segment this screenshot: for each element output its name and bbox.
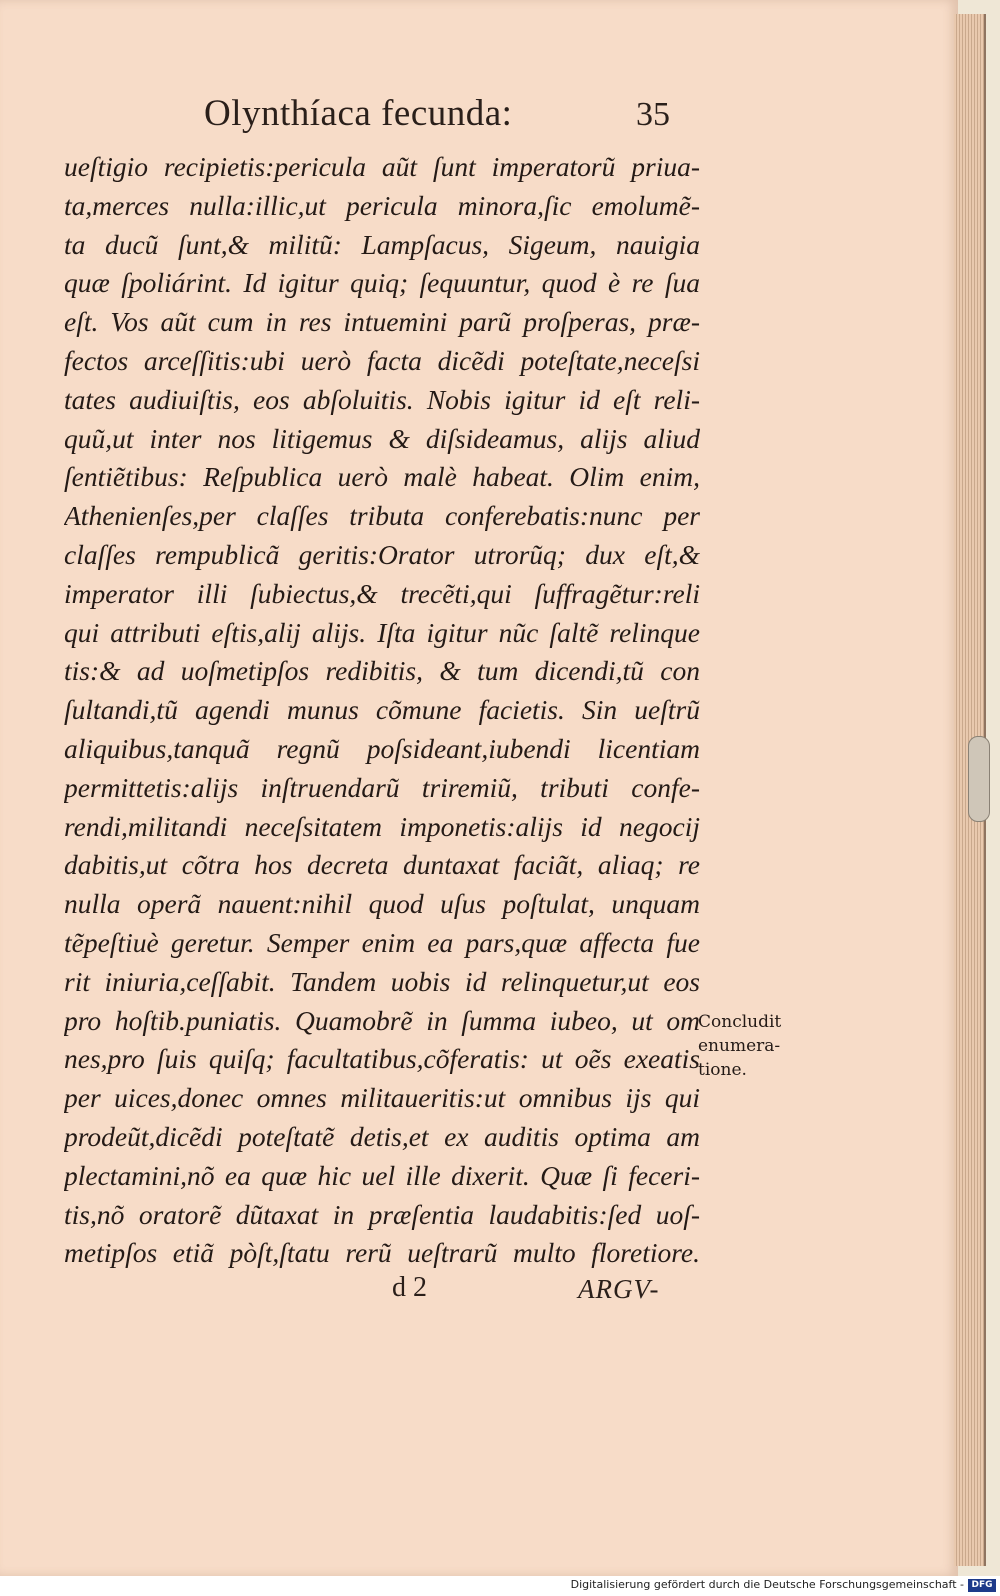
text-line: ſultandi,tũ agendi munus cõmune facietis. Sin ueſtrũ <box>64 694 700 726</box>
text-line: ta,merces nulla:illic,ut pericula minora,ſic emolumẽ- <box>64 189 700 221</box>
text-line: ueſtigio recipietis:pericula aũt ſunt imperatorũ priua- <box>64 151 700 182</box>
margin-note-line: enumera- <box>698 1036 781 1056</box>
text-line: per uices,donec omnes militaueritis:ut omnibus ijs qui <box>64 1082 700 1114</box>
text-line: tis:& ad uoſmetipſos redibitis, & tum dicendi,tũ con <box>64 655 700 687</box>
margin-note-line: Concludit <box>698 1012 782 1032</box>
text-line: tates audiuiſtis, eos abſoluitis. Nobis igitur id eſt reli- <box>64 383 700 415</box>
text-line: claſſes rempublicã geritis:Orator utrorũq; dux eſt,& <box>64 538 700 570</box>
signature-mark: d 2 <box>392 1272 427 1303</box>
text-line: dabitis,ut cõtra hos decreta duntaxat faciãt, aliaq; re <box>64 849 700 881</box>
text-line: rendi,militandi neceſsitatem imponetis:alijs id negocij <box>64 810 700 842</box>
text-line: quæ ſpoliárint. Id igitur quiq; ſequuntur, quod è re ſua <box>64 267 700 299</box>
text-line: nes,pro ſuis quiſq; facultatibus,cõferatis: ut oẽs exeatis <box>64 1043 700 1075</box>
text-line: pro hoſtib.puniatis. Quamobrẽ in ſumma iubeo, ut om <box>64 1004 700 1036</box>
footer-bar <box>0 1576 1000 1596</box>
text-line: ſentiẽtibus: Reſpublica uerò malè habeat. Olim enim, <box>64 461 700 493</box>
catchword: ARGV- <box>578 1274 660 1304</box>
text-line: eſt. Vos aũt cum in res intuemini parũ proſperas, præ- <box>64 306 700 338</box>
text-line: imperator illi ſubiectus,& trecẽti,qui ſuffragẽtur:reli <box>64 577 700 609</box>
text-line: metipſos etiã pòſt,ſtatu rerũ ueſtrarũ multo floretiore. <box>64 1237 700 1269</box>
running-head <box>70 82 690 142</box>
text-line: prodeũt,dicẽdi poteſtatẽ detis,et ex auditis optima am <box>64 1120 700 1152</box>
text-line: tis,nõ oratorẽ dũtaxat in præſentia laudabitis:ſed uoſ- <box>64 1198 700 1230</box>
footer-credit: Digitalisierung gefördert durch die Deutsche Forschungsgemeinschaft - <box>570 1578 964 1591</box>
page-number: 35 <box>636 96 670 133</box>
body-text <box>64 148 700 1273</box>
text-line: permittetis:alijs inſtruendarũ triremiũ, tributi confe- <box>64 771 700 803</box>
text-line: Athenienſes,per claſſes tributa conferebatis:nunc per <box>64 500 700 532</box>
dfg-logo-icon: DFG <box>968 1579 996 1592</box>
text-line: tẽpeſtiuè geretur. Semper enim ea pars,quæ affecta fue <box>64 926 700 958</box>
text-line: rit iniuria,ceſſabit. Tandem uobis id relinquetur,ut eos <box>64 965 700 997</box>
margin-note-line: tione. <box>698 1060 747 1080</box>
text-line: aliquibus,tanquã regnũ poſsideant,iubendi licentiam <box>64 732 700 764</box>
text-line: fectos arceſſitis:ubi uerò facta dicẽdi poteſtate,neceſsi <box>64 344 700 376</box>
text-line: qui attributi eſtis,alij alijs. Iſta igitur nũc ſaltẽ relinque <box>64 616 700 648</box>
book-clasp <box>968 736 990 822</box>
running-head-title: Olynthíaca fecunda: <box>204 93 513 134</box>
text-line: ta ducũ ſunt,& militũ: Lampſacus, Sigeum, nauigia <box>64 228 700 260</box>
margin-note <box>698 1010 818 1082</box>
text-line: plectamini,nõ ea quæ hic uel ille dixerit. Quæ ſi feceri- <box>64 1159 700 1191</box>
text-line: quũ,ut inter nos litigemus & diſsideamus, alijs aliud <box>64 422 700 454</box>
text-line: nulla operã nauent:nihil quod uſus poſtulat, unquam <box>64 888 700 920</box>
